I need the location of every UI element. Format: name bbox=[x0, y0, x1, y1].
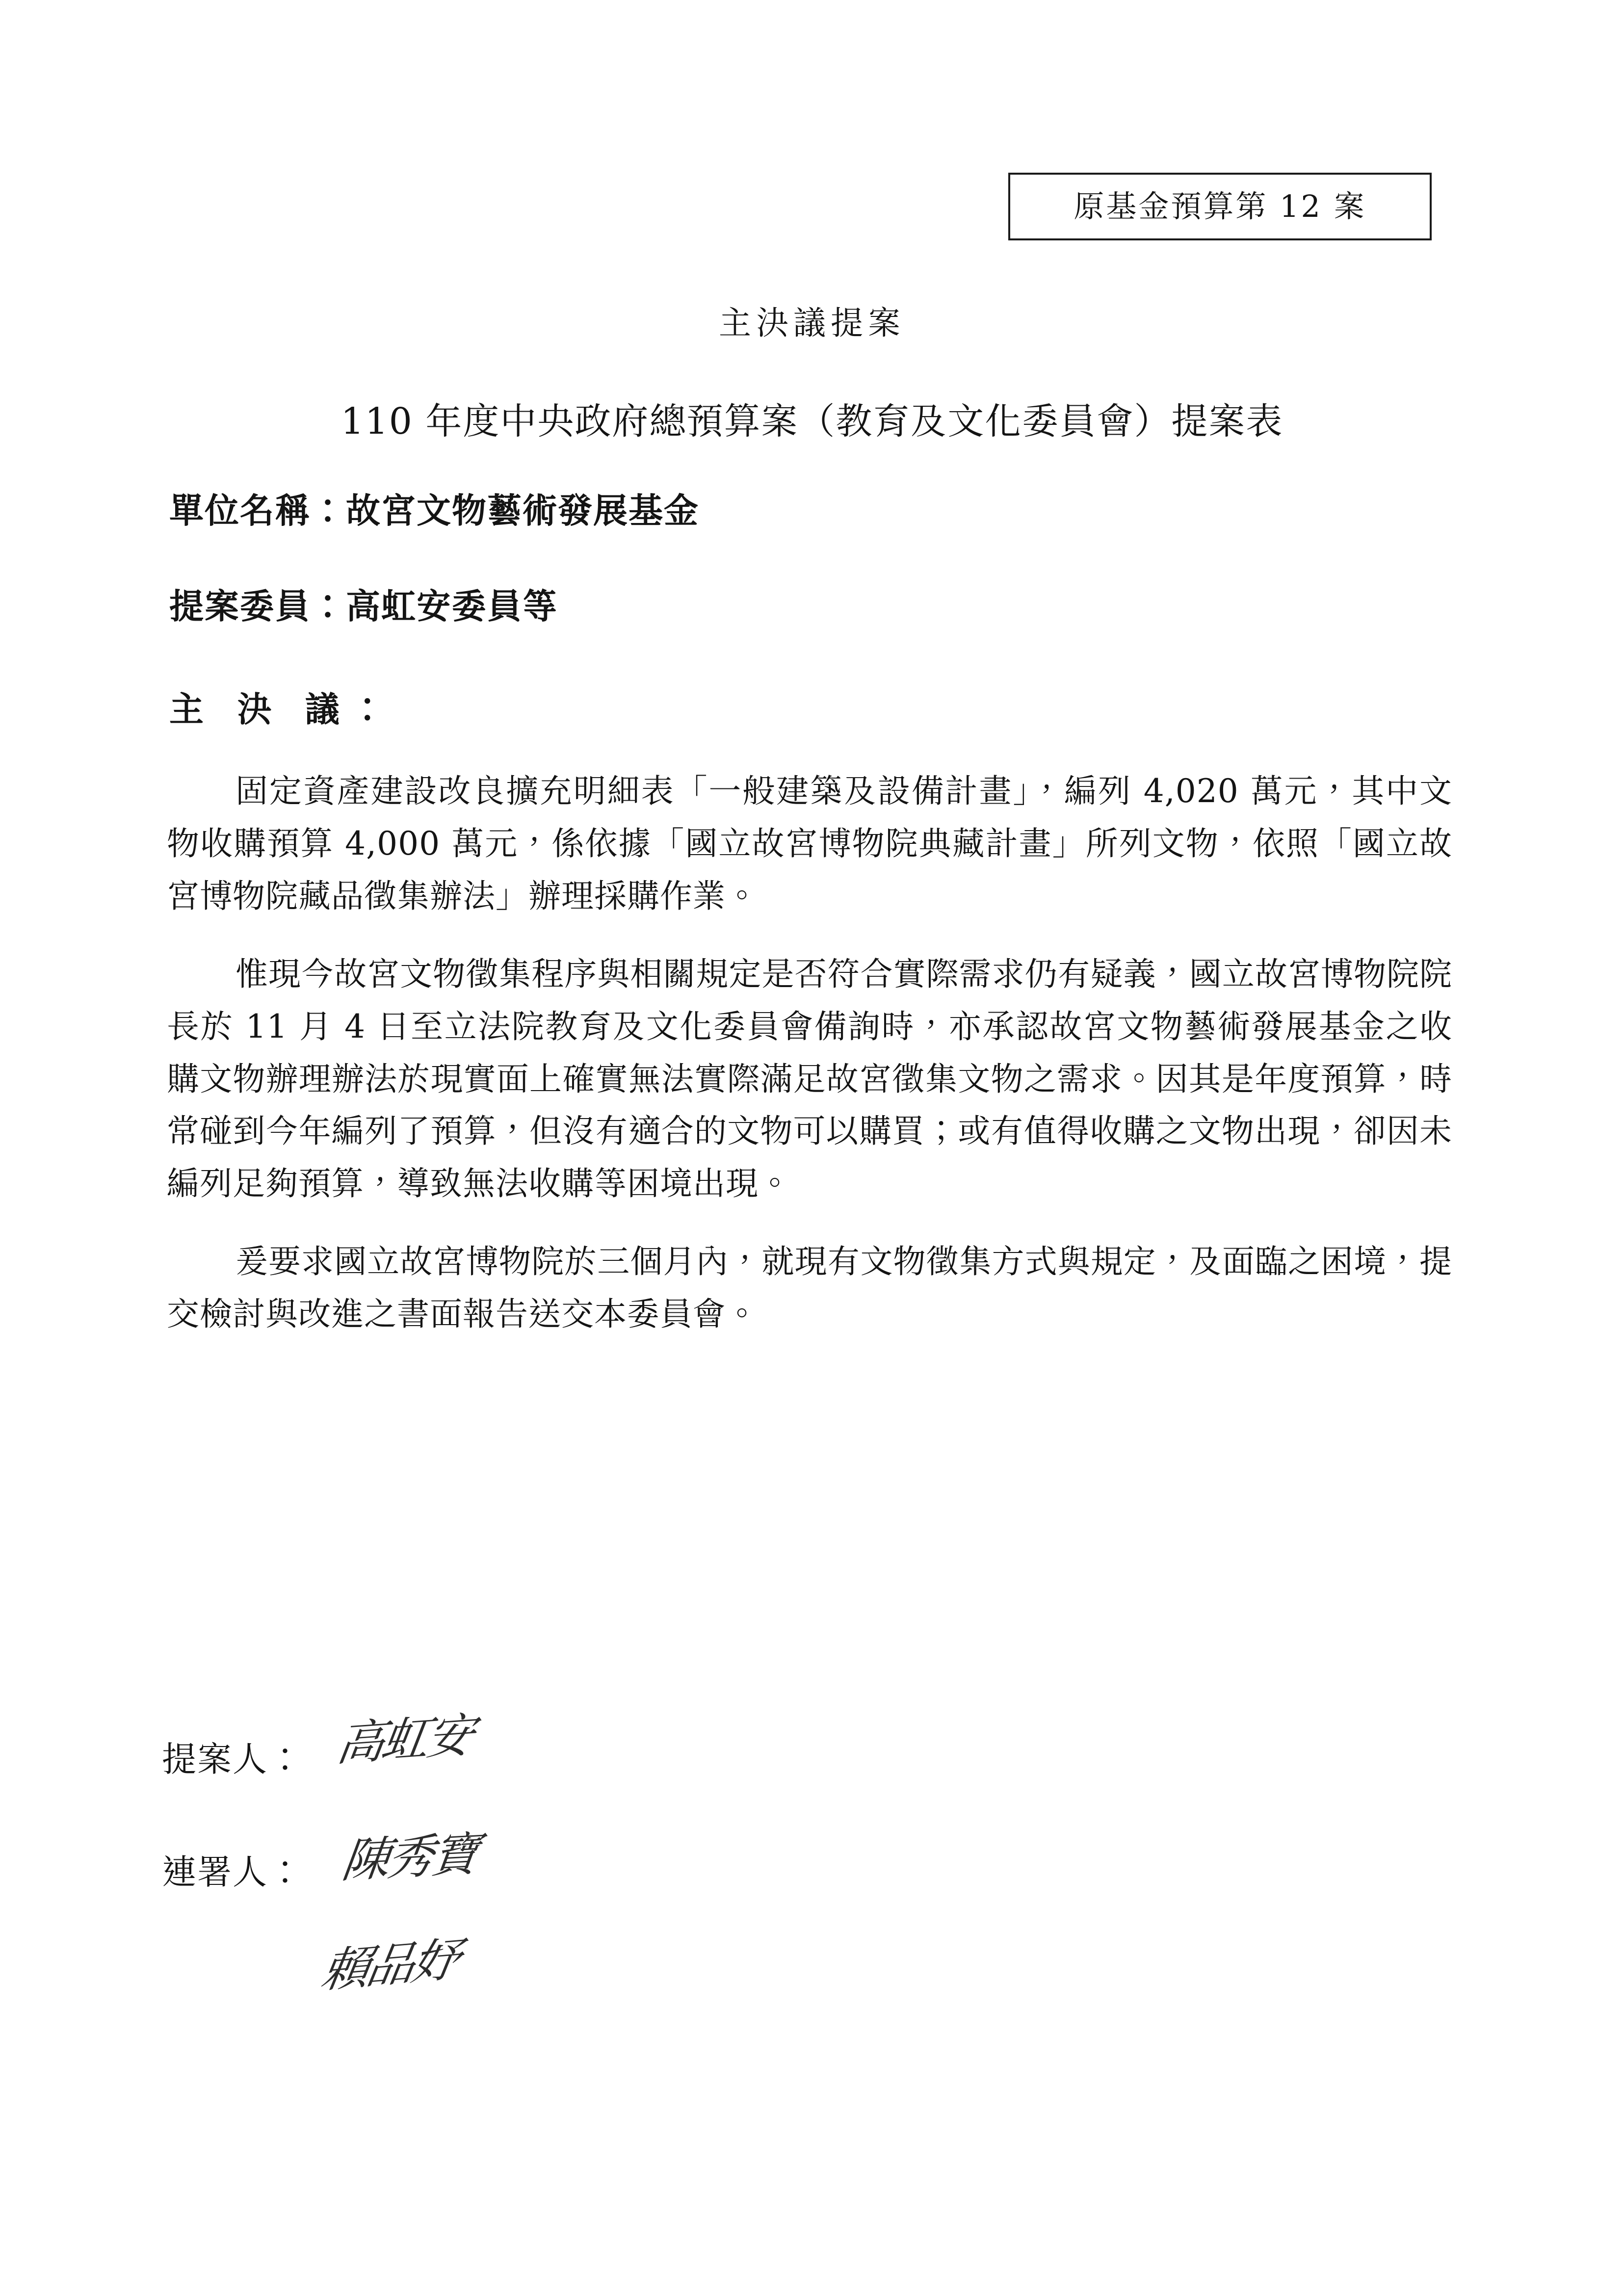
paragraph: 惟現今故宮文物徵集程序與相關規定是否符合實際需求仍有疑義，國立故宮博物院院長於 11 月 4 日至立法院教育及文化委員會備詢時，亦承認故宮文物藝術發展基金之收購文物辦理辦法於現實面上確實無法實際滿足故宮徵集文物之需求。因其是年度預算，時常碰到今年編列了預算，但沒有適合的文物可以購買；或有值得收購之文物出現，卻因未編列足夠預算，導致無法收購等困境出現。 bbox=[167, 955, 1452, 1203]
page-title: 主決議提案 bbox=[719, 304, 905, 342]
field-resolution-label: 主 決 議： bbox=[169, 689, 395, 730]
cosigner-label: 連署人： bbox=[162, 1852, 303, 1892]
paragraph: 固定資產建設改良擴充明細表「一般建築及設備計畫」，編列 4,020 萬元，其中文物收購預算 4,000 萬元，係依據「國立故宮博物院典藏計畫」所列文物，依照「國立故宮博物院藏品徵集辦法」辦理採購作業。 bbox=[167, 772, 1452, 915]
field-proposing-member: 提案委員：高虹安委員等 bbox=[169, 586, 558, 626]
proposer-label: 提案人： bbox=[162, 1739, 303, 1779]
handwritten-signature: 高虹安 bbox=[333, 1707, 475, 1772]
handwritten-signature: 陳秀寶 bbox=[339, 1826, 480, 1888]
field-unit-name: 單位名稱：故宮文物藝術發展基金 bbox=[169, 490, 699, 531]
case-number-box: 原基金預算第 12 案 bbox=[1008, 173, 1432, 240]
page-subtitle: 110 年度中央政府總預算案（教育及文化委員會）提案表 bbox=[341, 400, 1283, 443]
handwritten-signature: 賴品妤 bbox=[317, 1932, 462, 1999]
paragraph: 爰要求國立故宮博物院於三個月內，就現有文物徵集方式與規定，及面臨之困境，提交檢討與改進之書面報告送交本委員會。 bbox=[167, 1243, 1452, 1333]
resolution-body bbox=[167, 765, 1452, 1366]
